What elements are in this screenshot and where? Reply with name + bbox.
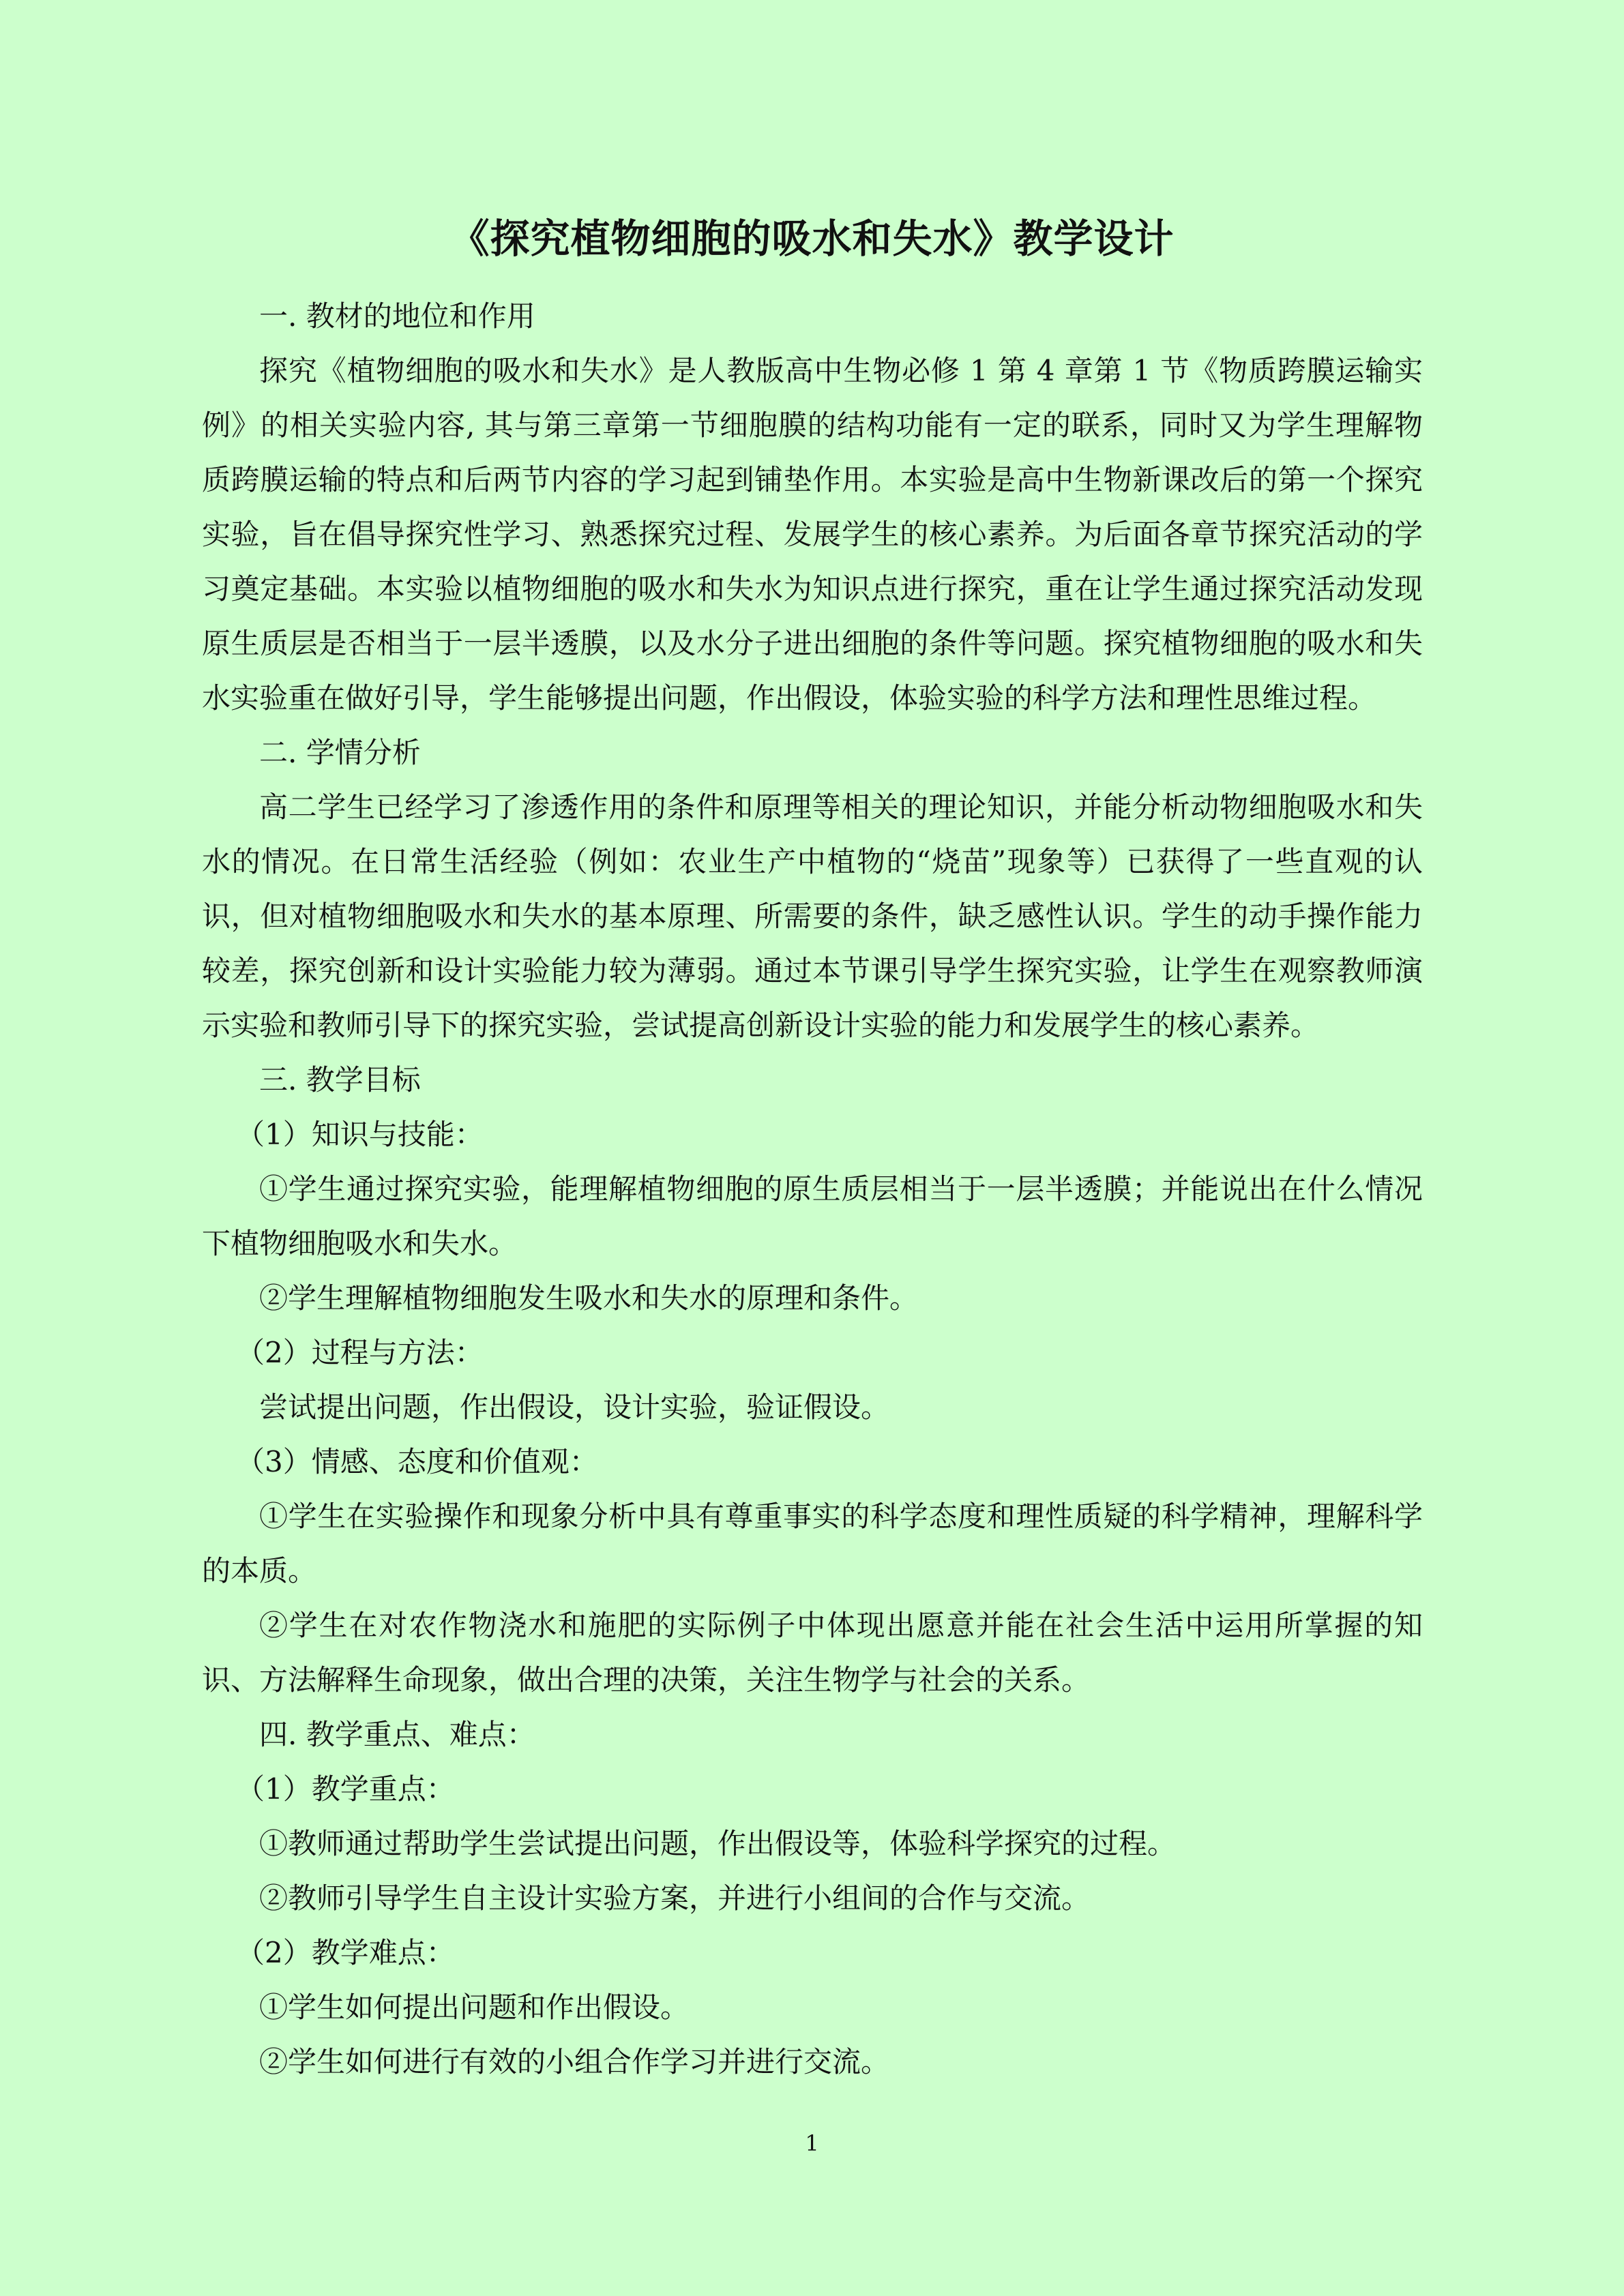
subheading-knowledge-skills: （1）知识与技能： [236,1118,484,1151]
list-item: ①学生通过探究实验，能理解植物细胞的原生质层相当于一层半透膜；并能说出在什么情况下植物细胞吸水和失水。 [202,1172,1423,1260]
list-item: 尝试提出问题，作出假设，设计实验，验证假设。 [259,1390,890,1424]
subheading-difficult-points: （2）教学难点： [236,1936,455,1969]
paragraph-student-analysis: 高二学生已经学习了渗透作用的条件和原理等相关的理论知识，并能分析动物细胞吸水和失水的情况。在日常生活经验（例如：农业生产中植物的“烧苗”现象等）已获得了一些直观的认识，但对植物细胞吸水和失水的基本原理、所需要的条件，缺乏感性认识。学生的动手操作能力较差，探究创新和设计实验能力较为薄弱。通过本节课引导学生探究实验，让学生在观察教师演示实验和教师引导下的探究实验，尝试提高创新设计实验的能力和发展学生的核心素养。 [202,790,1423,1042]
subheading-emotion-values: （3）情感、态度和价值观： [236,1445,598,1478]
subheading-process-methods: （2）过程与方法： [236,1336,484,1369]
list-item: ②学生在对农作物浇水和施肥的实际例子中体现出愿意并能在社会生活中运用所掌握的知识、方法解释生命现象，做出合理的决策，关注生物学与社会的关系。 [202,1609,1423,1697]
list-item: ①学生如何提出问题和作出假设。 [259,1991,690,2024]
page-number: 1 [805,2130,819,2156]
document-body [202,289,1423,2089]
section-heading-4: 四. 教学重点、难点： [259,1718,535,1751]
subheading-key-points: （1）教学重点： [236,1772,455,1806]
paragraph-textbook-role: 探究《植物细胞的吸水和失水》是人教版高中生物必修 1 第 4 章第 1 节《物质跨膜运输实例》的相关实验内容, 其与第三章第一节细胞膜的结构功能有一定的联系，同时又为学生理解物质跨膜运输的特点和后两节内容的学习起到铺垫作用。本实验是高中生物新课改后的第一个探究实验，旨在倡导探究性学习、熟悉探究过程、发展学生的核心素养。为后面各章节探究活动的学习奠定基础。本实验以植物细胞的吸水和失水为知识点进行探究，重在让学生通过探究活动发现原生质层是否相当于一层半透膜，以及水分子进出细胞的条件等问题。探究植物细胞的吸水和失水实验重在做好引导，学生能够提出问题，作出假设，体验实验的科学方法和理性思维过程。 [202,354,1423,715]
document-title: 《探究植物细胞的吸水和失水》教学设计 [449,215,1175,262]
list-item: ②学生理解植物细胞发生吸水和失水的原理和条件。 [259,1281,919,1315]
list-item: ①学生在实验操作和现象分析中具有尊重事实的科学态度和理性质疑的科学精神，理解科学的本质。 [202,1500,1423,1587]
list-item: ①教师通过帮助学生尝试提出问题，作出假设等，体验科学探究的过程。 [259,1827,1177,1860]
list-item: ②教师引导学生自主设计实验方案，并进行小组间的合作与交流。 [259,1881,1091,1915]
list-item: ②学生如何进行有效的小组合作学习并进行交流。 [259,2045,890,2078]
section-heading-2: 二. 学情分析 [259,736,421,769]
section-heading-3: 三. 教学目标 [259,1063,421,1097]
section-heading-1: 一. 教材的地位和作用 [259,299,535,333]
